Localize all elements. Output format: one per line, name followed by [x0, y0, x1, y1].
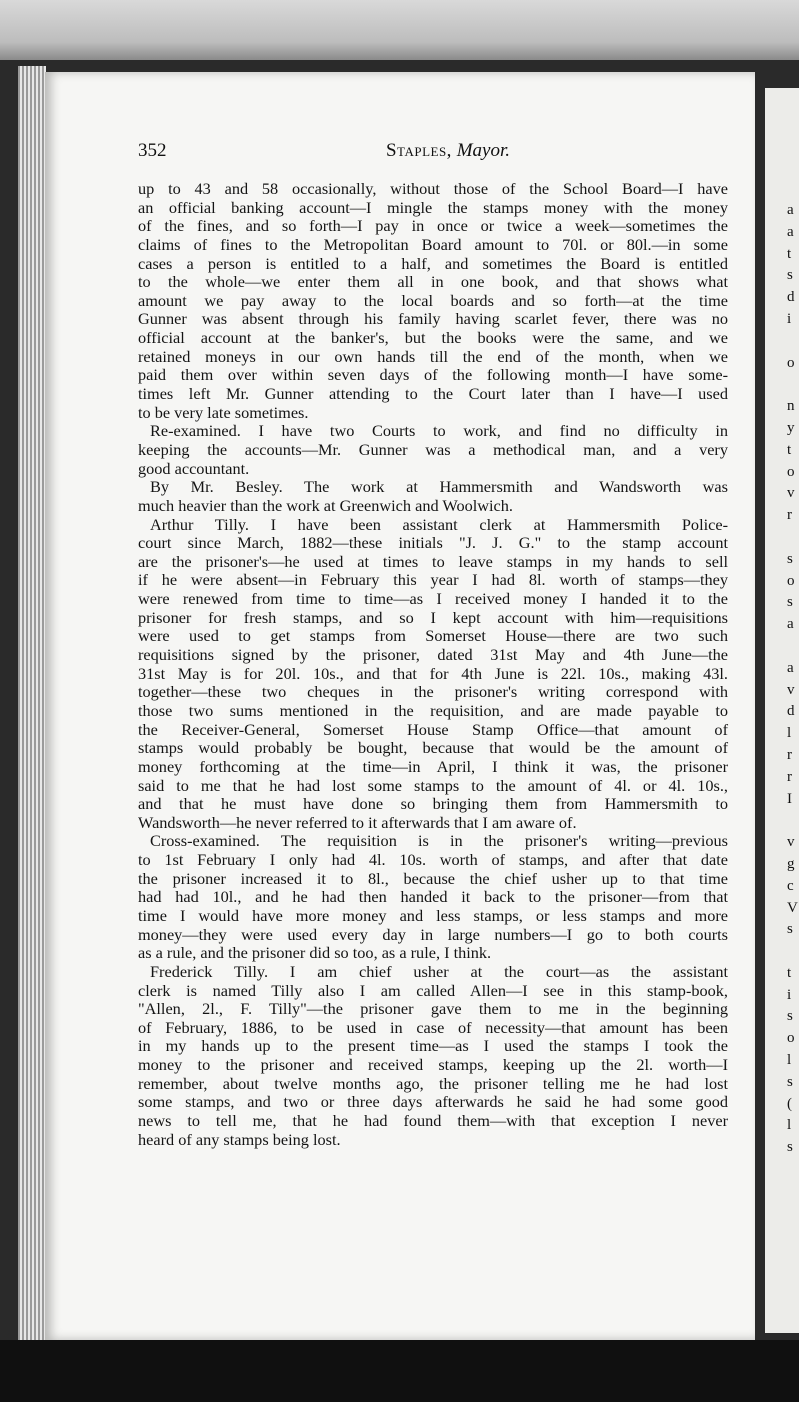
text-line: had had 10l., and he had then handed it back to the prisoner—from that — [138, 887, 728, 907]
facing-page-letter — [787, 636, 799, 658]
text-line: time I would have more money and less stamps, or less stamps and more — [138, 905, 728, 925]
text-line: to 1st February I only had 4l. 10s. worth of stamps, and after that date — [138, 850, 728, 870]
facing-page-letter: s — [787, 1008, 793, 1025]
facing-page-letter — [787, 527, 799, 549]
facing-page-letter: ( — [787, 1095, 792, 1112]
text-line: some stamps, and two or three days afterwards he said he had some good — [138, 1092, 728, 1112]
facing-page-letter: a — [787, 659, 794, 676]
text-line: to the whole—we enter them all in one book, and that shows what — [138, 272, 728, 292]
facing-page-letter: d — [787, 289, 795, 306]
body-text — [138, 180, 728, 1149]
running-head — [318, 140, 578, 162]
scan-background-bottom — [0, 1340, 799, 1402]
facing-page-letter: s — [787, 921, 793, 938]
text-line: By Mr. Besley. The work at Hammersmith and Wandsworth was — [150, 477, 728, 497]
facing-page-letter: o — [787, 572, 795, 589]
facing-page-letter: c — [787, 877, 794, 894]
text-line: requisitions signed by the prisoner, dated 31st May and 4th June—the — [138, 645, 728, 665]
text-line: together—these two cheques in the prisoner's writing correspond with — [138, 682, 728, 702]
facing-page-letter: t — [787, 245, 792, 262]
text-line: prisoner for fresh stamps, and so I kept account with him—requisitions — [138, 607, 728, 627]
text-line: if he were absent—in February this year I had 8l. worth of stamps—they — [138, 570, 728, 590]
facing-page-letter — [787, 941, 799, 963]
facing-page-letter: V — [787, 899, 798, 916]
facing-page-letter: r — [787, 746, 792, 763]
facing-page-letter: o — [787, 463, 795, 480]
text-line: much heavier than the work at Greenwich and Woolwich. — [138, 495, 513, 515]
text-line: Wandsworth—he never referred to it afterwards that I am aware of. — [138, 812, 577, 832]
facing-page-letter: l — [787, 1052, 792, 1069]
text-line: those two sums mentioned in the requisition, and are made payable to — [138, 700, 728, 720]
facing-page-letter: y — [787, 419, 795, 436]
facing-page-letter: I — [787, 790, 792, 807]
text-line: the prisoner increased it to 8l., because the chief usher up to that time — [138, 868, 728, 888]
facing-page-letter: o — [787, 1030, 795, 1047]
text-line: keeping the accounts—Mr. Gunner was a methodical man, and a very — [138, 439, 728, 459]
text-line: Gunner was absent through his family having scarlet fever, there was no — [138, 309, 728, 329]
text-line: court since March, 1882—these initials "J. J. G." to the stamp account — [138, 533, 728, 553]
text-line: of February, 1886, to be used in case of necessity—that amount has been — [138, 1017, 728, 1037]
facing-page-letter: v — [787, 681, 795, 698]
facing-page-letter: a — [787, 616, 794, 633]
text-line: amount we pay away to the local boards and so forth—at the time — [138, 290, 728, 310]
text-line: Cross-examined. The requisition is in the prisoner's writing—previous — [150, 831, 728, 851]
facing-page-letter: s — [787, 1139, 793, 1156]
text-line: an official banking account—I mingle the stamps money with the money — [138, 197, 728, 217]
text-line: were renewed from time to time—as I received money I handed it to the — [138, 589, 728, 609]
facing-page-letter: a — [787, 223, 794, 240]
text-line: of the fines, and so forth—I pay in once or twice a week—sometimes the — [138, 216, 728, 236]
facing-page-letter: r — [787, 507, 792, 524]
facing-page-letter: i — [787, 986, 792, 1003]
facing-page-letter: s — [787, 594, 793, 611]
facing-page-letter: s — [787, 550, 793, 567]
text-line: cases a person is entitled to a half, and sometimes the Board is entitled — [138, 253, 728, 273]
facing-page-letter: s — [787, 267, 793, 284]
text-line: times left Mr. Gunner attending to the Court later than I have—I used — [138, 384, 728, 404]
text-line: were used to get stamps from Somerset House—there are two such — [138, 626, 728, 646]
facing-page-letter: a — [787, 202, 794, 218]
facing-page-letters — [787, 200, 799, 1159]
text-line: retained moneys in our own hands till the end of the month, when we — [138, 346, 728, 366]
facing-page-letter: i — [787, 310, 792, 327]
facing-page-letter — [787, 331, 799, 353]
facing-page-letter: o — [787, 354, 795, 371]
page-edges-left — [18, 66, 46, 1341]
facing-page-letter: l — [787, 1117, 792, 1134]
text-line: money—they were used every day in large numbers—I go to both courts — [138, 924, 728, 944]
text-line: paid them over within seven days of the following month—I have some- — [138, 365, 728, 385]
text-line: stamps would probably be bought, because that would be the amount of — [138, 738, 728, 758]
text-line: Re-examined. I have two Courts to work, and find no difficulty in — [150, 421, 728, 441]
text-line: official account at the banker's, but the books were the same, and we — [138, 328, 728, 348]
text-line: in my hands up to the present time—as I used the stamps I took the — [138, 1036, 728, 1056]
text-line: are the prisoner's—he used at times to leave stamps in my hands to sell — [138, 551, 728, 571]
text-line: claims of fines to the Metropolitan Board amount to 70l. or 80l.—in some — [138, 234, 728, 254]
text-line: the Receiver-General, Somerset House Stamp Office—that amount of — [138, 719, 728, 739]
text-line: said to me that he had lost some stamps to the amount of 4l. or 4l. 10s., — [138, 775, 728, 795]
facing-page-letter: d — [787, 703, 795, 720]
text-line: remember, about twelve months ago, the prisoner telling me he had lost — [138, 1073, 728, 1093]
text-line: to be very late sometimes. — [138, 402, 309, 422]
facing-page-letter: n — [787, 398, 795, 415]
text-line: news to tell me, that he had found them—with that exception I never — [138, 1111, 728, 1131]
text-line: Arthur Tilly. I have been assistant clerk at Hammersmith Police- — [150, 514, 728, 534]
facing-page-letter: v — [787, 834, 795, 851]
facing-page-letter — [787, 810, 799, 832]
page-header — [138, 140, 738, 166]
text-line: up to 43 and 58 occasionally, without those of the School Board—I have — [138, 179, 728, 198]
text-line: money to the prisoner and received stamps, keeping up the 2l. worth—I — [138, 1055, 728, 1075]
facing-page-letter: t — [787, 964, 792, 981]
text-line: Frederick Tilly. I am chief usher at the court—as the assistant — [150, 961, 728, 981]
facing-page-letter: v — [787, 485, 795, 502]
page-number: 352 — [138, 140, 167, 161]
running-head-name: Staples, — [385, 140, 452, 161]
facing-page-letter — [787, 374, 799, 396]
text-line: heard of any stamps being lost. — [138, 1129, 341, 1149]
facing-page-letter: r — [787, 768, 792, 785]
text-line: good accountant. — [138, 458, 250, 478]
text-line: money forthcoming at the time—in April, I think it was, the prisoner — [138, 756, 728, 776]
text-line: 31st May is for 20l. 10s., and that for 4th June is 22l. 10s., making 43l. — [138, 663, 728, 683]
facing-page-letter: t — [787, 441, 792, 458]
facing-page-letter: l — [787, 725, 792, 742]
facing-page-letter: g — [787, 855, 795, 872]
text-line: and that he must have done so bringing them from Hammersmith to — [138, 794, 728, 814]
facing-page-letter: s — [787, 1073, 793, 1090]
running-head-title: Mayor. — [456, 140, 510, 161]
text-line: "Allen, 2l., F. Tilly"—the prisoner gave them to me in the beginning — [138, 999, 728, 1019]
text-line: as a rule, and the prisoner did so too, as a rule, I think. — [138, 943, 492, 963]
text-line: clerk is named Tilly also I am called Allen—I see in this stamp-book, — [138, 980, 728, 1000]
